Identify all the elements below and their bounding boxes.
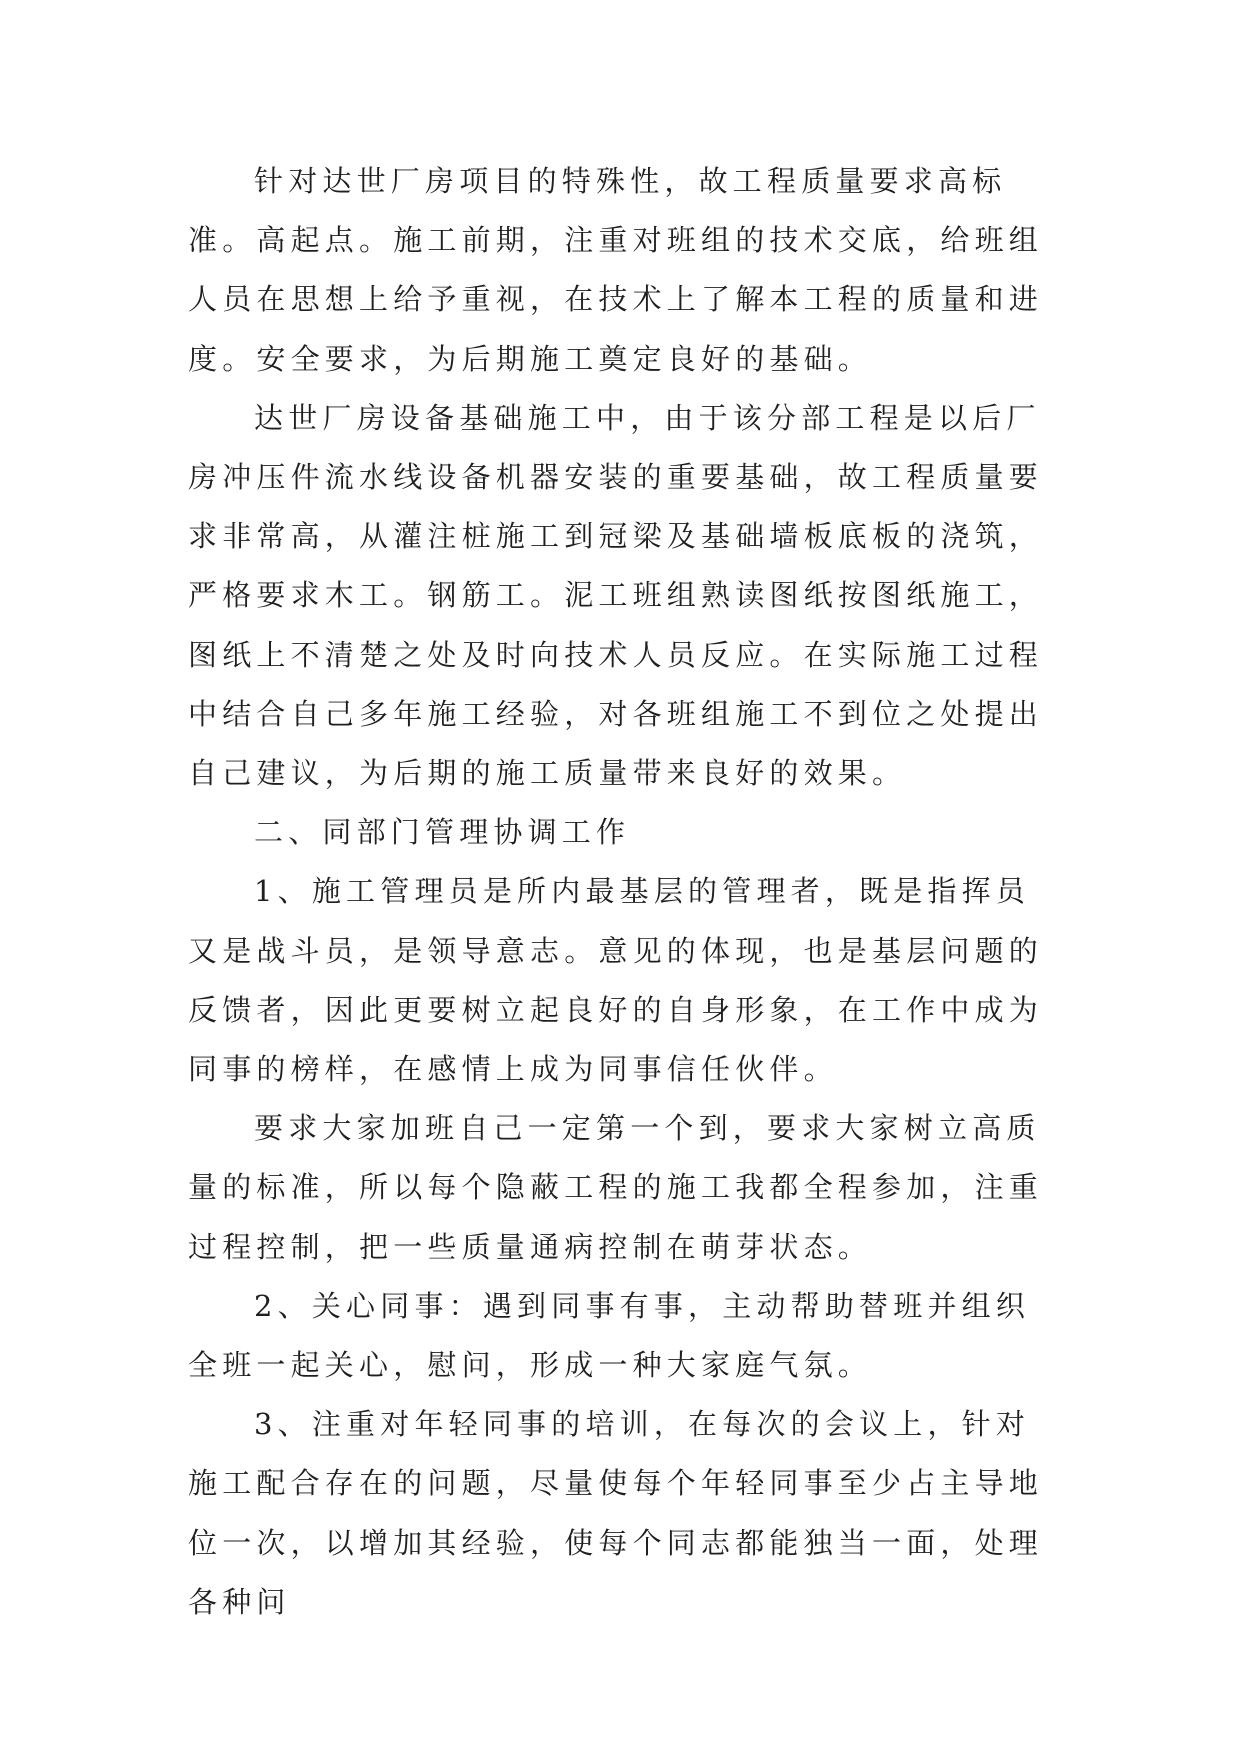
paragraph-quality-standard: 针对达世厂房项目的特殊性，故工程质量要求高标准。高起点。施工前期，注重对班组的技术交底，给班组人员在思想上给予重视，在技术上了解本工程的质量和进度。安全要求，为后期施工奠定良好的基础。 [188,164,1044,376]
paragraph-point-2: 2、关心同事：遇到同事有事，主动帮助替班并组织全班一起关心，慰问，形成一种大家庭气氛。 [188,1288,1031,1383]
paragraph-equipment-foundation: 达世厂房设备基础施工中，由于该分部工程是以后厂房冲压件流水线设备机器安装的重要基础，故工程质量要求非常高，从灌注桩施工到冠梁及基础墙板底板的浇筑，严格要求木工。钢筋工。泥工班组熟读图纸按图纸施工，图纸上不清楚之处及时向技术人员反应。在实际施工过程中结合自己多年施工经验，对各班组施工不到位之处提出自己建议，为后期的施工质量带来良好的效果。 [188,400,1044,791]
paragraph-point-3: 3、注重对年轻同事的培训，在每次的会议上，针对施工配合存在的问题，尽量使每个年轻同事至少占主导地位一次，以增加其经验，使每个同志都能独当一面，处理各种问 [188,1407,1044,1619]
section-heading-coordination: 二、同部门管理协调工作 [254,815,631,850]
paragraph-point-1: 1、施工管理员是所内最基层的管理者，既是指挥员又是战斗员，是领导意志。意见的体现，也是基层问题的反馈者，因此更要树立起良好的自身形象，在工作中成为同事的榜样，在感情上成为同事信任伙伴。 [188,874,1044,1087]
document-page [188,152,1058,1632]
paragraph-overtime-example: 要求大家加班自己一定第一个到，要求大家树立高质量的标准，所以每个隐蔽工程的施工我都全程参加，注重过程控制，把一些质量通病控制在萌芽状态。 [188,1111,1044,1264]
